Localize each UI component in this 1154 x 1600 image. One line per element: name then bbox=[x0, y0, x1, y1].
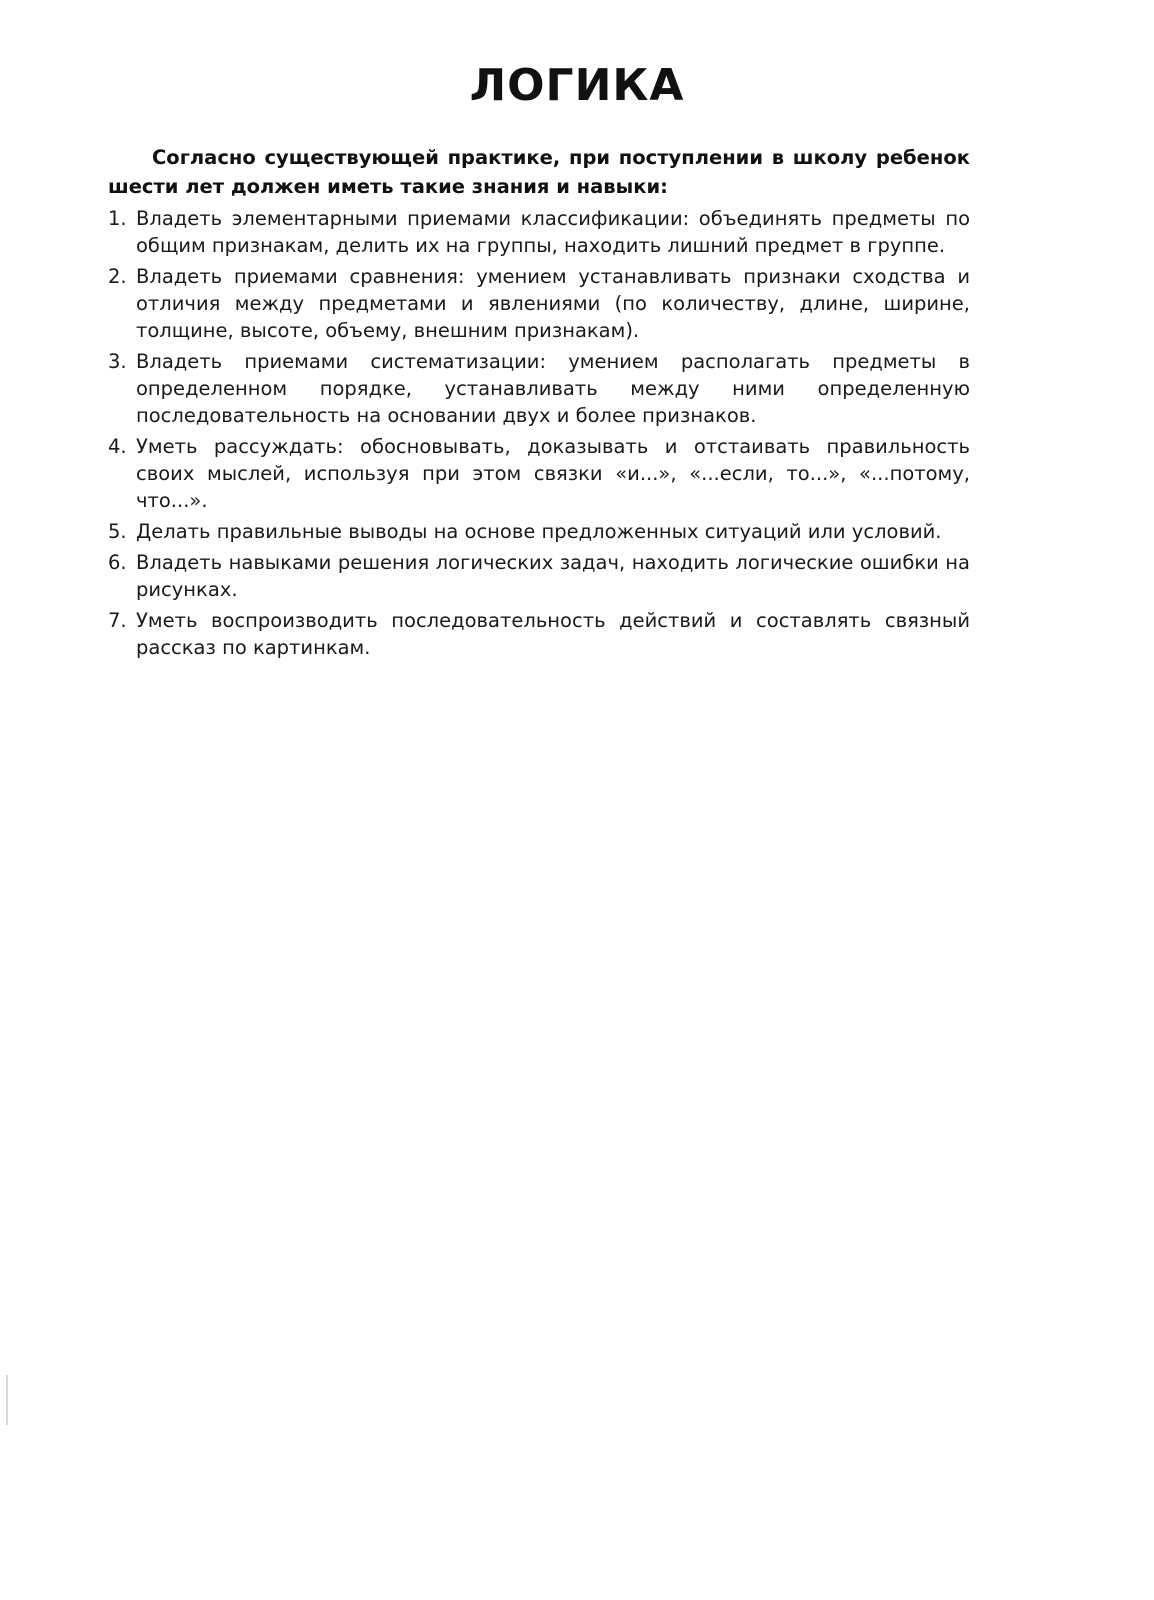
list-item-number: 7. bbox=[108, 609, 127, 632]
list-item bbox=[108, 433, 970, 514]
list-item bbox=[108, 348, 970, 429]
list-item bbox=[108, 607, 970, 661]
list-item-number: 2. bbox=[108, 265, 127, 288]
content-body bbox=[108, 143, 970, 665]
page-title: ЛОГИКА bbox=[469, 60, 685, 111]
list-item-text: Владеть навыками решения логических задач, находить логические ошибки на рисунках. bbox=[136, 551, 970, 601]
list-item-text: Уметь воспроизводить последовательность действий и составлять связный рассказ по картинкам. bbox=[136, 609, 970, 659]
list-item-number: 1. bbox=[108, 207, 127, 230]
intro-paragraph: Согласно существующей практике, при поступлении в школу ребенок шести лет должен иметь такие знания и навыки: bbox=[108, 146, 970, 198]
scan-edge-mark bbox=[6, 1375, 8, 1425]
skills-list bbox=[108, 205, 970, 661]
list-item-number: 6. bbox=[108, 551, 127, 574]
list-item-text: Владеть приемами систематизации: умением располагать предметы в определенном порядке, устанавливать между ними определенную последовательность на основании двух и более признаков. bbox=[136, 350, 970, 427]
list-item bbox=[108, 263, 970, 344]
list-item-text: Владеть приемами сравнения: умением устанавливать признаки сходства и отличия между предметами и явлениями (по количеству, длине, ширине, толщине, высоте, объему, внешним признакам). bbox=[136, 265, 970, 342]
list-item bbox=[108, 549, 970, 603]
list-item-number: 4. bbox=[108, 435, 127, 458]
list-item bbox=[108, 518, 970, 545]
list-item-number: 3. bbox=[108, 350, 127, 373]
list-item-text: Уметь рассуждать: обосновывать, доказывать и отстаивать правильность своих мыслей, используя при этом связки «и...», «...если, то...», «...потому, что...». bbox=[136, 435, 970, 512]
list-item-text: Владеть элементарными приемами классификации: объединять предметы по общим признакам, делить их на группы, находить лишний предмет в группе. bbox=[136, 207, 970, 257]
list-item-number: 5. bbox=[108, 520, 127, 543]
list-item-text: Делать правильные выводы на основе предложенных ситуаций или условий. bbox=[136, 520, 942, 543]
list-item bbox=[108, 205, 970, 259]
